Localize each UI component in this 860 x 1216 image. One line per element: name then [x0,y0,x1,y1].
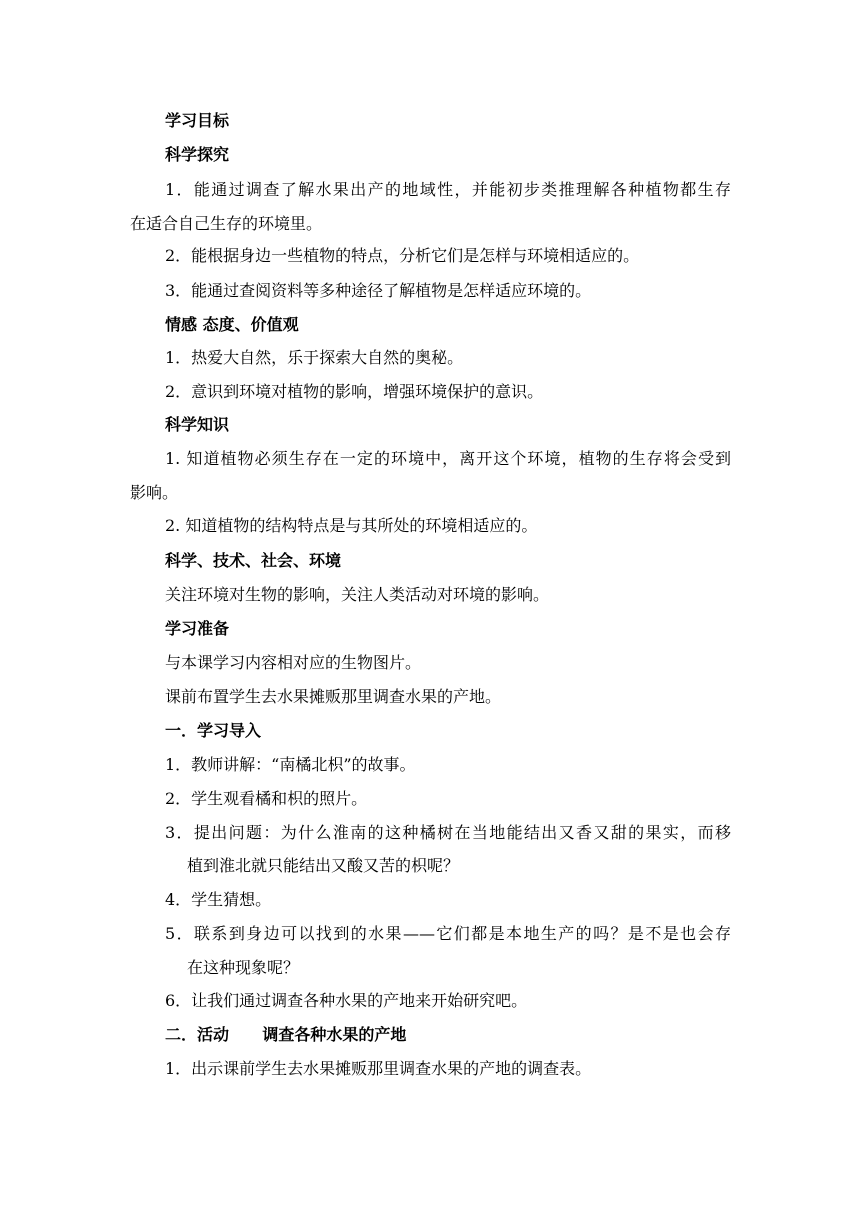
section-heading-emotion: 情感 态度、价值观 [165,315,299,334]
paragraph-knowledge-1-line1: 1. 知道植物必须生存在一定的环境中，离开这个环境，植物的生存将会受到 [165,449,731,468]
paragraph-intro-1: 1．教师讲解：“南橘北枳”的故事。 [165,755,416,774]
paragraph-stse-1: 关注环境对生物的影响，关注人类活动对环境的影响。 [165,585,550,604]
section-heading-preparation: 学习准备 [165,619,230,638]
paragraph-intro-5-line1: 5．联系到身边可以找到的水果——它们都是本地生产的吗？是不是也会存 [165,924,731,943]
paragraph-inquiry-2: 2．能根据身边一些植物的特点，分析它们是怎样与环境相适应的。 [165,246,640,265]
paragraph-inquiry-1-line2: 在适合自己生存的环境里。 [130,214,323,233]
paragraph-intro-6: 6．让我们通过调查各种水果的产地来开始研究吧。 [165,991,528,1010]
section-heading-goals: 学习目标 [165,111,230,130]
section-heading-stse: 科学、技术、社会、环境 [165,551,342,570]
paragraph-intro-2: 2．学生观看橘和枳的照片。 [165,789,368,808]
paragraph-emotion-2: 2．意识到环境对植物的影响，增强环境保护的意识。 [165,382,544,401]
section-heading-science-inquiry: 科学探究 [165,145,230,164]
paragraph-activity-1: 1．出示课前学生去水果摊贩那里调查水果的产地的调查表。 [165,1059,592,1078]
paragraph-intro-5-line2: 在这种现象呢？ [187,958,300,977]
paragraph-intro-3-line1: 3．提出问题：为什么淮南的这种橘树在当地能结出又香又甜的果实，而移 [165,823,731,842]
paragraph-preparation-2: 课前布置学生去水果摊贩那里调查水果的产地。 [165,687,502,706]
paragraph-intro-3-line2: 植到淮北就只能结出又酸又苦的枳呢？ [187,856,460,875]
paragraph-intro-4: 4．学生猜想。 [165,890,272,909]
paragraph-preparation-1: 与本课学习内容相对应的生物图片。 [165,653,422,672]
section-heading-knowledge: 科学知识 [165,415,230,434]
paragraph-knowledge-2: 2. 知道植物的结构特点是与其所处的环境相适应的。 [165,516,538,535]
section-heading-activity: 二．活动 调查各种水果的产地 [165,1025,407,1044]
paragraph-inquiry-3: 3．能通过查阅资料等多种途径了解植物是怎样适应环境的。 [165,281,592,300]
section-heading-intro: 一．学习导入 [165,721,262,740]
paragraph-emotion-1: 1．热爱大自然，乐于探索大自然的奥秘。 [165,348,464,367]
paragraph-inquiry-1-line1: 1．能通过调查了解水果出产的地域性，并能初步类推理解各种植物都生存 [165,180,731,199]
paragraph-knowledge-1-line2: 影响。 [130,483,179,502]
